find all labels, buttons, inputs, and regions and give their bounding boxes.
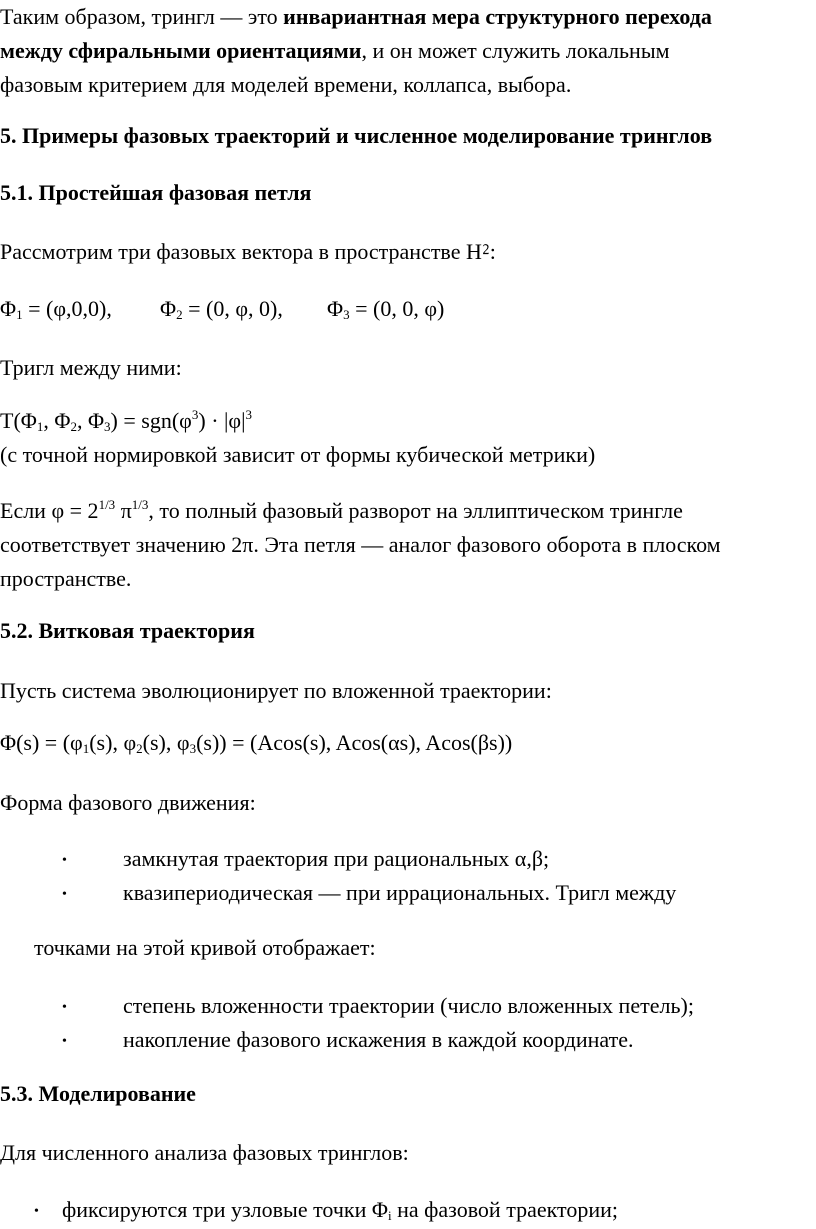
list-item: накопление фазового искажения в каждой координате. bbox=[123, 1027, 634, 1052]
list-item: степень вложенности траектории (число вложенных петель); bbox=[123, 993, 694, 1018]
section-5-heading: 5. Примеры фазовых траекторий и численное моделирование тринглов bbox=[0, 123, 713, 148]
intro-bold-text: инвариантная мера структурного перехода bbox=[283, 4, 712, 29]
intro-text: Таким образом, трингл — это bbox=[0, 4, 284, 29]
bullet-icon: • bbox=[62, 1034, 67, 1049]
intro-text-2: , и он может служить локальным bbox=[361, 38, 670, 63]
s52-paragraph-1: Пусть система эволюционирует по вложенной траектории: bbox=[0, 678, 552, 703]
section-5-1-heading: 5.1. Простейшая фазовая петля bbox=[0, 180, 312, 205]
bullet-icon: • bbox=[62, 853, 67, 868]
s51-paragraph-3: Если $\varphi = 2^{1/3}$ $\pi^{1/3}$, то полный фазовый разворот на эллиптическом трингле bbox=[0, 497, 683, 523]
s52-continuation: точками на этой кривой отображает: bbox=[34, 935, 376, 960]
tringl-formula: $T(\Phi_1$, $\Phi_2$, $\Phi_3) = sgn(\varphi^3) \cdot |\varphi|^3$ bbox=[0, 407, 253, 434]
bullet-icon: • bbox=[62, 1000, 67, 1015]
s53-paragraph-1: Для численного анализа фазовых тринглов: bbox=[0, 1140, 409, 1165]
normalization-note: (с точной нормировкой зависит от формы кубической метрики) bbox=[0, 442, 596, 467]
intro-line-2 bbox=[0, 34, 670, 68]
list-item: квазипериодическая — при иррациональных. Тригл между bbox=[123, 880, 677, 905]
intro-line-3: фазовым критерием для моделей времени, коллапса, выбора. bbox=[0, 72, 572, 97]
intro-bold-text-2: между сфиральными ориентациями bbox=[0, 38, 362, 63]
trajectory-formula: $\Phi(s) = (\varphi_1(s)$, $\varphi_2(s)$, $\varphi_3(s)) = (Acos(s)$, Acos(αs), Acos(βs)) bbox=[0, 730, 513, 756]
vector-phi-1: $\Phi_1 = (\varphi,0,0)$, bbox=[0, 296, 112, 322]
s51-paragraph-2: Тригл между ними: bbox=[0, 355, 182, 380]
list-item: фиксируются три узловые точки $\Phi_i$ на фазовой траектории; bbox=[62, 1197, 619, 1223]
section-5-2-heading: 5.2. Витковая траектория bbox=[0, 618, 255, 643]
s51-paragraph-1: Рассмотрим три фазовых вектора в пространстве H⁲: bbox=[0, 239, 496, 264]
bullet-icon: • bbox=[34, 1204, 39, 1219]
vector-phi-3: $\Phi_3 = (0$, 0, φ) bbox=[327, 296, 445, 322]
vector-phi-2: $\Phi_2 = (0$, φ, 0), bbox=[160, 296, 283, 322]
s52-paragraph-2: Форма фазового движения: bbox=[0, 790, 256, 815]
list-item: замкнутая траектория при рациональных α,β; bbox=[123, 846, 550, 871]
s51-paragraph-3-line-2: соответствует значению 2π. Эта петля — аналог фазового оборота в плоском bbox=[0, 532, 721, 557]
section-5-3-heading: 5.3. Моделирование bbox=[0, 1081, 196, 1106]
intro-line-1 bbox=[0, 0, 712, 34]
bullet-icon: • bbox=[62, 887, 67, 902]
s51-paragraph-3-line-3: пространстве. bbox=[0, 566, 132, 591]
